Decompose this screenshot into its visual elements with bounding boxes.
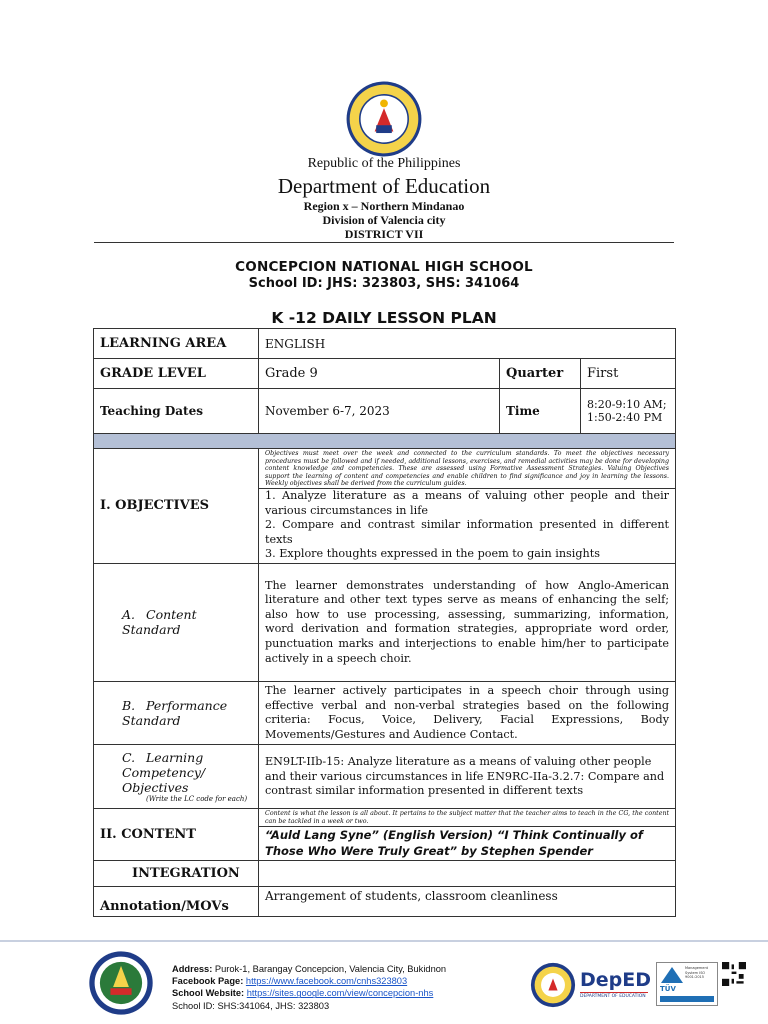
division-heading: Division of Valencia city	[322, 213, 446, 227]
time-value: 8:20-9:10 AM; 1:50-2:40 PM	[581, 389, 676, 434]
address-label: Address:	[172, 964, 213, 974]
lesson-plan-table	[93, 328, 676, 917]
objectives-row	[94, 449, 676, 564]
annotation-row	[94, 886, 676, 916]
performance-standard-row	[94, 681, 676, 744]
school-name: CONCEPCION NATIONAL HIGH SCHOOL	[235, 259, 533, 275]
footer-contact	[172, 963, 446, 1012]
performance-standard-num: B.	[122, 698, 136, 714]
iso-certification-badge	[656, 962, 718, 1006]
annotation-label: Annotation/MOVs	[94, 886, 259, 916]
competency-label: Learning Competency/ Objectives	[122, 750, 206, 796]
website-label: School Website:	[172, 988, 245, 999]
learning-area-label: LEARNING AREA	[94, 329, 259, 359]
deped-seal-logo	[345, 80, 423, 158]
tuv-triangle-icon	[661, 967, 683, 983]
address-value: Purok-1, Barangay Concepcion, Valencia City, Bukidnon	[214, 964, 447, 974]
performance-standard-text: The learner actively participates in a speech choir through using effective verbal and non-verbal strategies based on the following criteria: Focus, Voice, Delivery, Facial Expressions, Body Movements/Gestures and Audience Contact.	[259, 681, 676, 744]
teaching-dates-row	[94, 389, 676, 434]
website-link[interactable]: https://sites.google.com/view/concepcion-nhs	[246, 988, 434, 999]
objective-item: 1. Analyze literature as a means of valuing other people and their various circumstances in life	[265, 488, 670, 517]
facebook-link[interactable]: https://www.facebook.com/cnhs323803	[245, 976, 408, 987]
objectives-note: Objectives must meet over the week and connected to the curriculum standards. To meet the objectives necessary procedures must be followed and if needed, additional lessons, exercises, and remedial activities may be done for developing content knowledge and competencies. These are assessed using Formative Assessment Strategies. Valuing Objectives support the learning of content and competencies and enable children to find significance and joy in learning the lessons. Weekly objectives shall be derived from the curriculum guides.	[265, 450, 670, 488]
content-standard-text: The learner demonstrates understanding of how Anglo-American literature and other text types serve as means of enhancing the self; also how to use processing, assessing, summarizing, information, word derivation and formation strategies, appropriate word order, punctuation marks and interjections to enable him/her to participate actively in a speech choir.	[259, 563, 676, 681]
learning-competency-row	[94, 745, 676, 809]
content-note: Content is what the lesson is all about. It pertains to the subject matter that the teacher aims to teach in the CG, the content can be tackled in a week or two.	[265, 810, 670, 825]
teaching-dates-label: Teaching Dates	[94, 389, 259, 434]
school-id: School ID: JHS: 323803, SHS: 341064	[248, 276, 520, 291]
republic-heading: Republic of the Philippines	[307, 156, 461, 171]
content-row	[94, 809, 676, 860]
quarter-value: First	[581, 359, 676, 389]
content-label: II. CONTENT	[94, 809, 259, 860]
quarter-label: Quarter	[500, 359, 581, 389]
deped-subtext: DEPARTMENT OF EDUCATION	[580, 992, 648, 999]
objective-item: 3. Explore thoughts expressed in the poem to gain insights	[265, 547, 600, 561]
annotation-value: Arrangement of students, classroom cleanliness	[259, 886, 676, 916]
competency-num: C.	[122, 750, 136, 766]
integration-label: INTEGRATION	[94, 860, 259, 886]
district-heading: DISTRICT VII	[344, 227, 424, 241]
deped-seal-small-logo	[530, 962, 576, 1008]
content-standard-label: Content Standard	[122, 607, 197, 638]
grade-level-row	[94, 359, 676, 389]
deped-logo	[580, 962, 652, 1008]
facebook-label: Facebook Page:	[172, 976, 244, 987]
content-standard-num: A.	[122, 607, 136, 623]
deped-wordmark: DepED	[580, 969, 652, 991]
tuv-text: TÜV	[660, 985, 676, 993]
shaded-separator-row	[94, 434, 676, 449]
objective-item: 2. Compare and contrast similar information presented in different texts	[265, 518, 670, 546]
learning-area-row	[94, 329, 676, 359]
performance-standard-label: Performance Standard	[122, 698, 228, 729]
grade-level-value: Grade 9	[259, 359, 500, 389]
footer-divider	[0, 940, 768, 942]
integration-row	[94, 860, 676, 886]
school-logo	[88, 950, 154, 1016]
integration-value	[259, 860, 676, 886]
region-heading: Region x – Northern Mindanao	[303, 199, 465, 213]
iso-cert-text: Management System ISO 9001:2015	[685, 966, 709, 979]
content-standard-row	[94, 563, 676, 681]
header-divider	[94, 242, 674, 243]
grade-level-label: GRADE LEVEL	[94, 359, 259, 389]
content-title: “Auld Lang Syne” (English Version) “I Think Continually of Those Who Were Truly Great” by Stephen Spender	[265, 827, 643, 858]
competency-text: EN9LT-IIb-15: Analyze literature as a means of valuing other people and their various circumstances in life EN9RC-IIa-3.2.7: Compare and contrast similar information presented in different texts	[259, 745, 676, 809]
qr-code-icon	[722, 962, 746, 986]
competency-note: (Write the LC code for each)	[146, 795, 248, 804]
lesson-plan-title: K -12 DAILY LESSON PLAN	[271, 309, 497, 327]
learning-area-value: ENGLISH	[259, 329, 676, 359]
footer-school-id: School ID: SHS:341064, JHS: 323803	[172, 1000, 330, 1011]
time-label: Time	[500, 389, 581, 434]
teaching-dates-value: November 6-7, 2023	[259, 389, 500, 434]
objectives-label: I. OBJECTIVES	[94, 449, 259, 564]
department-heading: Department of Education	[277, 174, 491, 198]
